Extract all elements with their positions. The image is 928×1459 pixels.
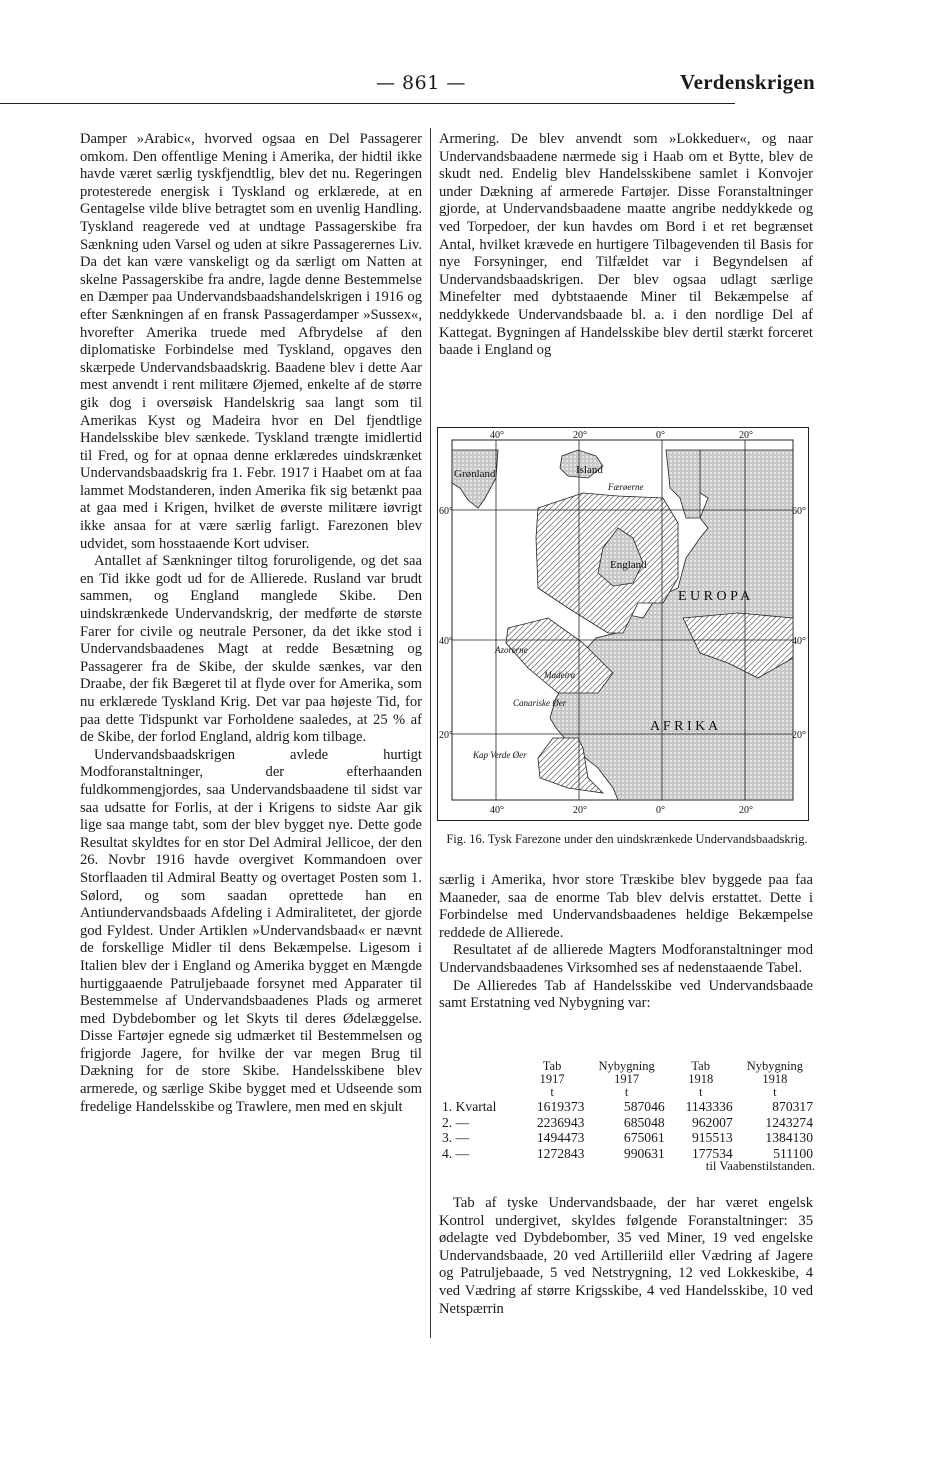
table-cell: 1384130 — [765, 1130, 813, 1145]
table-cell: 1243274 — [765, 1114, 813, 1130]
lat-label: 60° — [439, 506, 453, 517]
map-label-iceland: Island — [576, 464, 603, 476]
paragraph: Tab af tyske Undervandsbaade, der har været engelsk Kontrol undergivet, skyldes følgende Foranstaltninger: 35 ødelagte ved Dybdebomber, 35 ved Miner, 19 ved engelske Undervandsbaade, 20 ved Artilleriild eller Vædring af Jagere og Patruljebaade, 5 ved Netstrygning, 12 ved Lokkeskibe, 4 ved Vædring af større Krigsskibe, 4 ved Handelsskibe, 10 ved Netspærrin — [439, 1195, 813, 1317]
map-label-europe: E U R O P A — [678, 589, 751, 604]
lon-label: 40° — [490, 805, 504, 816]
page-number: — 861 — — [376, 72, 466, 94]
map-label-greenland: Grønland — [454, 468, 496, 480]
map-label-madeira: Madeira — [544, 670, 575, 680]
losses-table-block — [440, 1060, 815, 1173]
table-cell: 685048 — [623, 1114, 665, 1130]
table-cell: 962007 — [691, 1114, 733, 1130]
row-label: 3. — — [442, 1130, 470, 1145]
lon-label: 0° — [656, 430, 665, 441]
lat-label: 20° — [439, 730, 453, 741]
table-cell: 915513 — [691, 1130, 733, 1145]
table-row — [440, 1130, 815, 1146]
table-cell: 177534 — [691, 1145, 733, 1161]
right-column-bottom — [439, 1195, 813, 1318]
lon-label: 40° — [490, 430, 504, 441]
lat-label: 20° — [792, 730, 806, 741]
danger-zone-map — [438, 428, 808, 820]
paragraph: De Allieredes Tab af Handelsskibe ved Undervandsbaade samt Erstatning ved Nybygning var: — [439, 977, 813, 1012]
paragraph: Armering. De blev anvendt som »Lokkeduer«, og naar Undervandsbaadene nærmede sig i Haab om et Bytte, blev de skudt ned. Endelig blev Handelsskibene samlet i Konvojer under Dækning af armerede Fartøjer. Disse Foranstaltninger gjorde, at Undervandsbaadene maatte angribe neddykkede og ved Torpedoer, der kun havdes om Bord i et ret begrænset Antal, hvilket krævede en hurtigere Tilbagevenden til Basis for nye Forsyninger, end Tilfældet var i Begyndelsen af Undervandsbaadskrigen. Der blev ogsaa udlagt særlige Minefelter med dybtstaaende Miner til Bekæmpelse af neddykkede Undervandsbaade bl. a. i den nordlige Del af Kattegat. Bygningen af Handelsskibe blev dertil stærkt forceret baade i England og — [439, 131, 813, 359]
right-column-middle — [439, 872, 813, 1013]
table-cell: 1272843 — [536, 1145, 585, 1161]
figure-caption: Fig. 16. Tysk Farezone under den uindskrænkede Undervandsbaadskrig. — [446, 832, 808, 846]
lat-label: 40° — [792, 636, 806, 647]
row-label: 1. Kvartal — [442, 1099, 497, 1114]
lon-label: 20° — [739, 430, 753, 441]
table-cell: 511100 — [773, 1145, 813, 1161]
running-title: Verdenskrigen — [680, 70, 815, 94]
lon-label: 0° — [656, 805, 665, 816]
header-cell — [440, 1060, 518, 1099]
table-header-row — [440, 1060, 815, 1099]
column-divider — [430, 128, 431, 1338]
table-cell: 990631 — [623, 1145, 665, 1161]
table-row — [440, 1115, 815, 1131]
table-row — [440, 1099, 815, 1115]
map-label-africa: A F R I K A — [650, 719, 719, 734]
right-column-top — [439, 131, 813, 360]
map-figure — [437, 427, 809, 821]
lat-label: 40° — [439, 636, 453, 647]
lon-label: 20° — [739, 805, 753, 816]
map-label-faroe: Færøerne — [608, 482, 644, 492]
table-cell: 2236943 — [536, 1114, 585, 1130]
table-cell: 1619373 — [536, 1099, 585, 1114]
row-label: 2. — — [442, 1114, 470, 1130]
lon-label: 20° — [573, 430, 587, 441]
left-column — [80, 131, 422, 1116]
table-cell: 1494473 — [536, 1130, 585, 1145]
table-cell: 1143336 — [685, 1099, 733, 1114]
header-rule — [0, 103, 735, 104]
losses-table — [440, 1060, 815, 1161]
paragraph: Antallet af Sænkninger tiltog foruroligende, og det saa en Tid ikke godt ud for de Allierede. Rusland var brudt sammen, og England manglede Skibe. Den uindskrænkede Undervandskrig, der medførte de største Farer for civile og neutrale Personer, da det ikke stod i Undervandsbaadenes Magt at redde Besætning og Passagerer fra de Skibe, der skulde sænkes, var den Draabe, der fik Bægeret til at flyde over for Amerika, som nu erklærede Tyskland Krig. Det var paa højeste Tid, for paa dette Tidspunkt var Forholdene saaledes, at 25 % af de Skibe, der forlod England, aldrig kom tilbage. — [80, 553, 422, 746]
table-cell: 870317 — [772, 1099, 813, 1114]
paragraph: Undervandsbaadskrigen avlede hurtigt Modforanstaltninger, der efterhaanden fuldkommengjordes, saa Undervandsbaadene til sidst var saa udsatte for Forlis, at der i Krigens to sidste Aar gik lige saa mange tabt, som der blev bygget nye. Dette gode Resultat skyldtes for en stor Del Admiral Jellicoe, der den 26. Novbr 1916 havde overgivet Kommandoen over Storflaaden til Admiral Beatty og overtaget Posten som 1. Sølord, og som saadan oprettede han en Antiundervandsbaads Afdeling i Admiralitetet, der gjorde god Fyldest. Under Artiklen »Undervandsbaad« er nævnt de forskellige Midler til dens Bekæmpelse. Ligesom i Italien blev der i England og Amerika bygget en Mængde hurtiggaaende Patruljebaade forsynet med Apparater til Bestemmelse af Undervandsbaadenes Plads og armeret med Dybdebomber og let Skyts til deres Ødelæggelse. Disse Fartøjer egnede sig udmærket til Bestemmelsen og frigjorde Jagere, for hvilke der var megen Brug til Dækning for de store Skibe. Handelsskibene blev armerede, og særlige Skibe bygget med et Udseende som fredelige Handelsskibe og Trawlere, men med en skjult — [80, 746, 422, 1115]
header-bar — [80, 60, 815, 100]
table-footnote: til Vaabenstilstanden. — [705, 1159, 815, 1173]
map-label-england: England — [610, 559, 647, 571]
table-cell: 675061 — [623, 1130, 665, 1145]
row-label: 4. — — [442, 1145, 470, 1161]
map-label-cape-verde: Kap Verde Øer — [473, 750, 527, 760]
table-cell: 587046 — [623, 1099, 665, 1114]
paragraph: særlig i Amerika, hvor store Træskibe blev byggede paa faa Maaneder, saa de enorme Tab blev delvis erstattet. Dette i Forbindelse med Undervandsbaadenes heldige Bekæmpelse reddede de Allierede. — [439, 872, 813, 941]
page-header — [80, 60, 815, 100]
header-cell: Nybygning 1917 t — [598, 1059, 655, 1099]
header-cell: Nybygning 1918 t — [746, 1059, 803, 1099]
map-label-azores: Azorerne — [495, 645, 528, 655]
paragraph: Damper »Arabic«, hvorved ogsaa en Del Passagerer omkom. Den offentlige Mening i Amerika, der hidtil ikke havde været særlig tyskfjendtlig, blev det nu. Regeringen protesterede energisk i Tyskland og erklærede, at en Gentagelse vilde blive betragtet som en uvenlig Handling. Tyskland reagerede ved at undtage Passagerskibe fra Sænkning uden Varsel og uden at sikre Passagerernes Liv. Da det kan være vanskeligt og da særligt om Natten at skelne Passagerskibe fra andre, lagde denne Bestemmelse en Dæmper paa Undervandsbaadshandelskrigen i 1916 og efter Sænkningen af en fransk Passagerdamper »Sussex«, hvorefter Amerika truede med Afbrydelse af den diplomatiske Forbindelse med Tyskland, opgaves den skærpede Undervandsbaadskrig. Baadene blev i dette Aar mest anvendt i rent militære Øjemed, enkelte af de større gik dog i oversøisk Handelskrig saa langt som til Amerikas Kyst og Madeira hvor en Del fjendtlige Handelsskibe blev sænkede. Tyskland trængte imidlertid til Fred, og for at opnaa denne erklæredes uindskrænket Undervandsbaadskrig fra 1. Febr. 1917 i Haabet om at faa lammet Modstanderen, inden Amerika fik sig betænkt paa at gaa med i Krigen, hvilket de øverste militære iøvrigt ikke ansaa for at være særlig farligt. Farezonen blev udvidet, som hosstaaende Kort udviser. — [80, 131, 422, 552]
paragraph: Resultatet af de allierede Magters Modforanstaltninger mod Undervandsbaadenes Virksomhed ses af nedenstaaende Tabel. — [439, 942, 813, 976]
header-cell: Tab 1918 t — [688, 1059, 714, 1099]
header-cell: Tab 1917 t — [539, 1059, 565, 1099]
lon-label: 20° — [573, 805, 587, 816]
map-label-canaries: Canariske Øer — [513, 698, 567, 708]
lat-label: 60° — [792, 506, 806, 517]
